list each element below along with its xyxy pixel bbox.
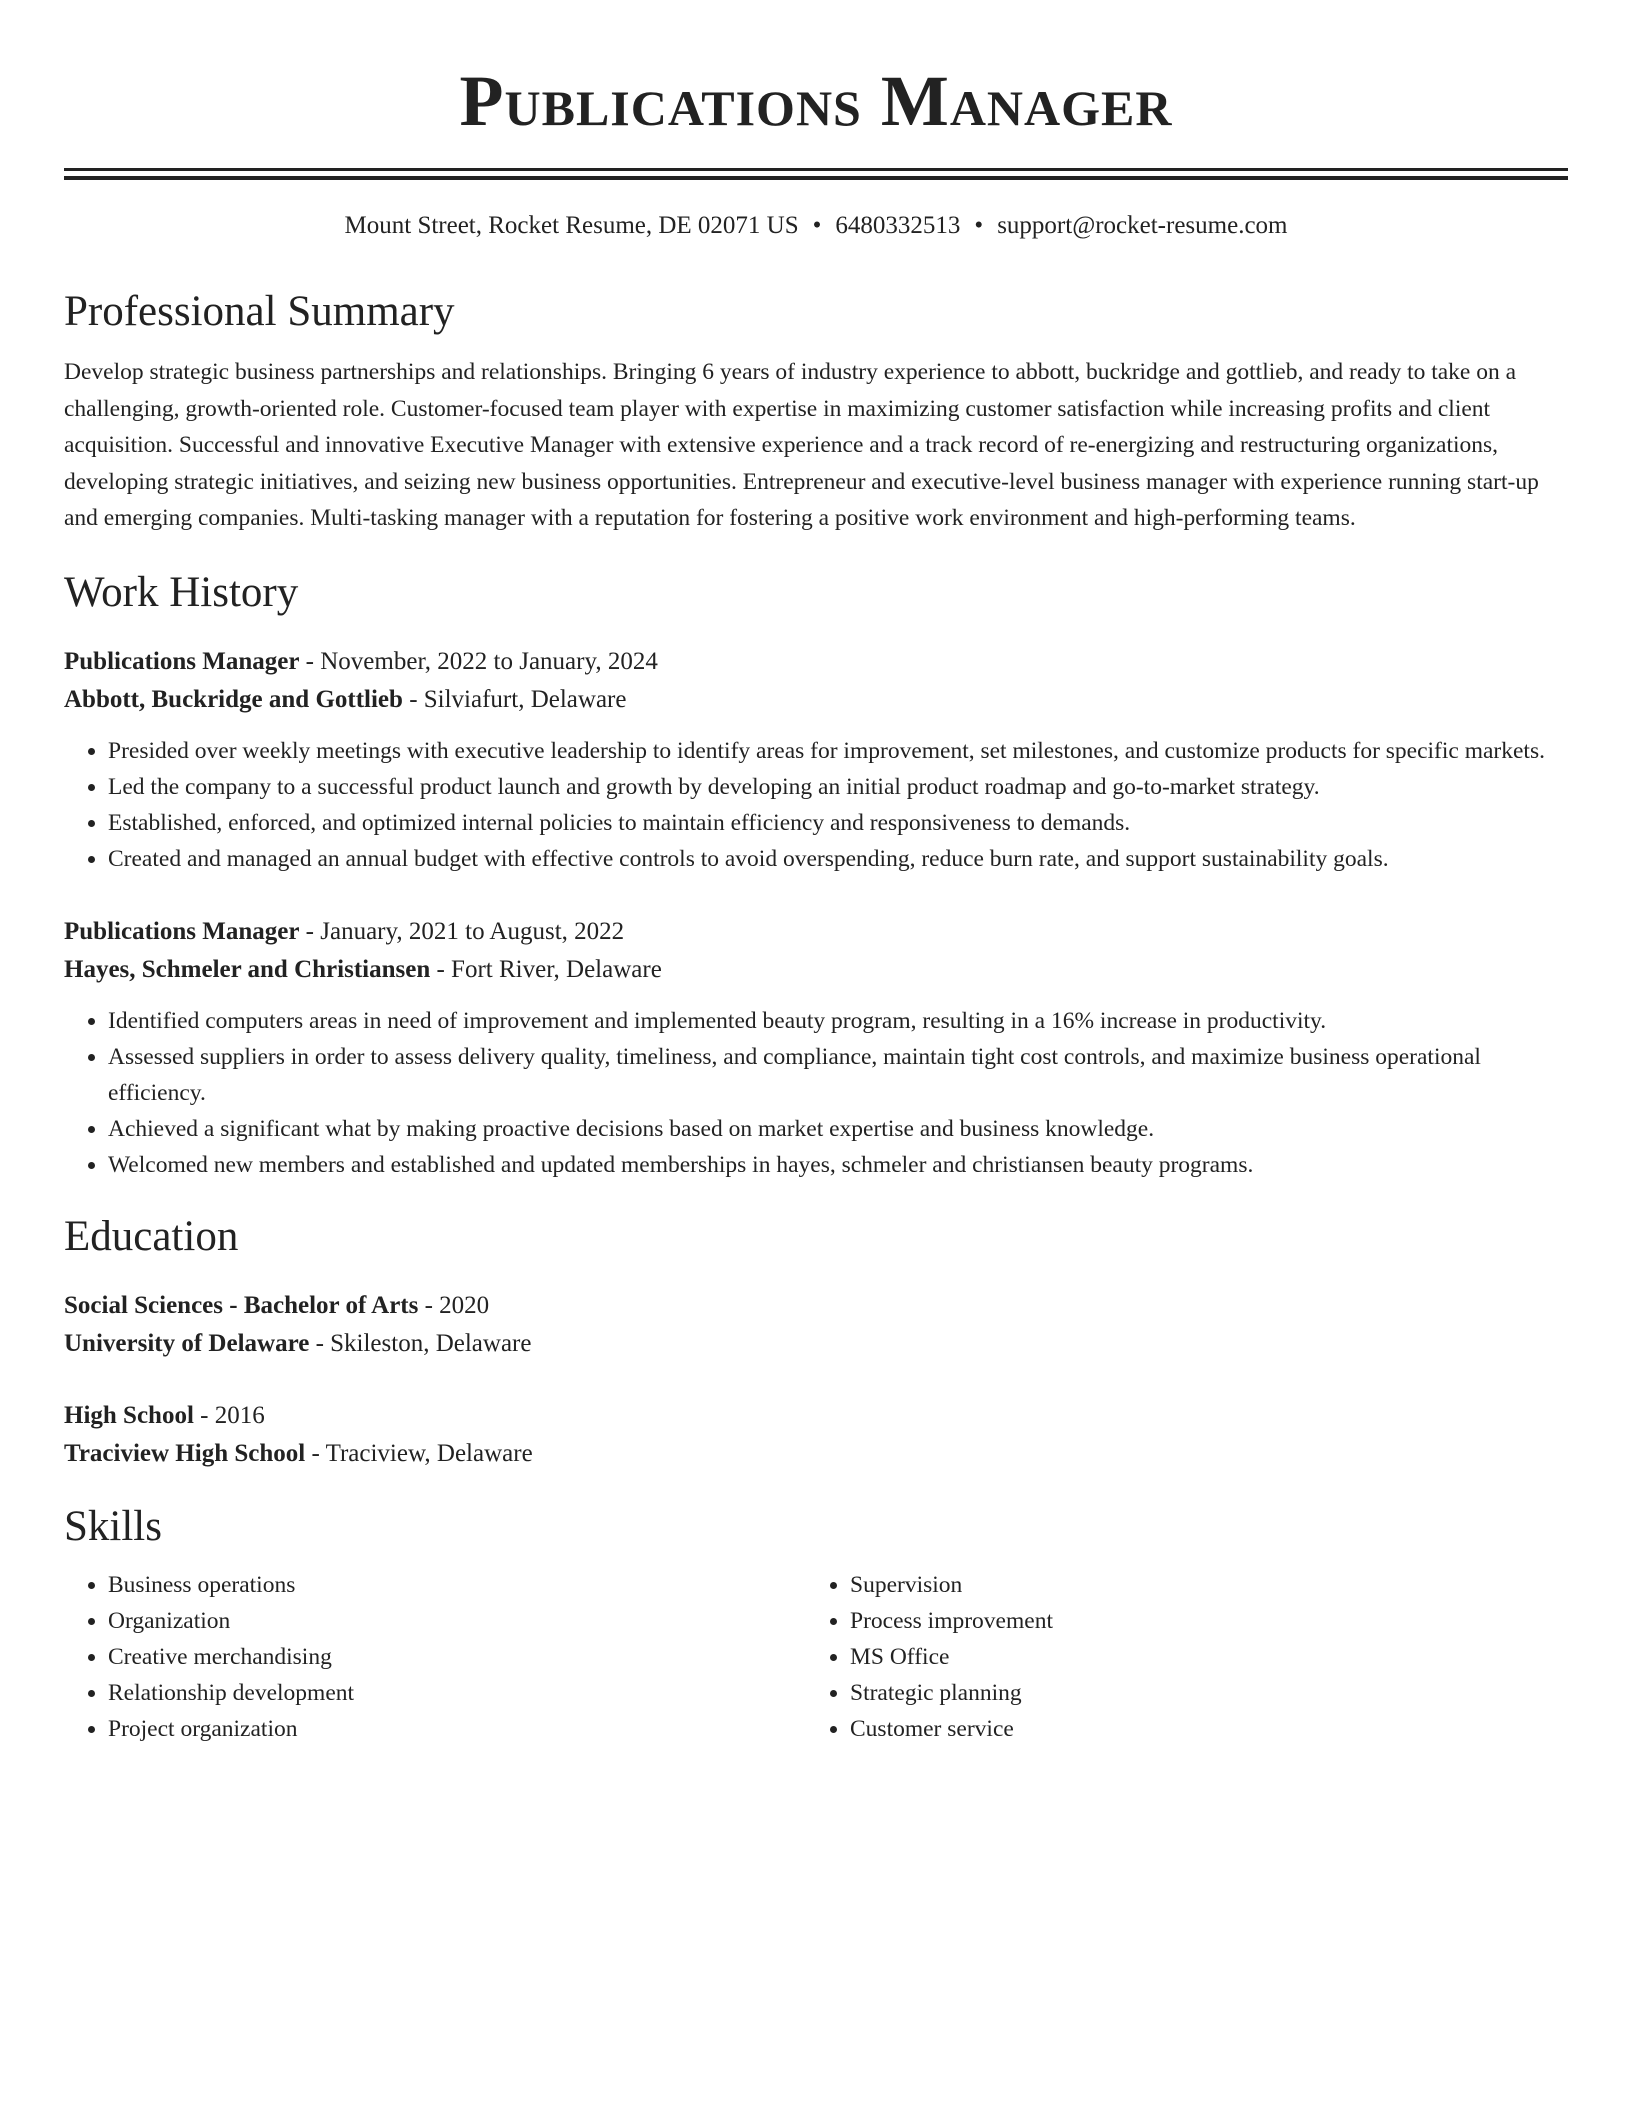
education-school-line [64,1435,1568,1473]
list-item: • Relationship development [108,1675,806,1711]
job-title-line [64,913,1568,951]
job-bullets [64,733,1568,877]
job-location: - Fort River, Delaware [430,955,662,983]
work-history-heading: Work History [64,568,299,616]
contact-separator: • [974,212,984,239]
job-entry [64,913,1568,1183]
summary-text: Develop strategic business partnerships and relationships. Bringing 6 years of industry experience to abbott, buckridge and gottlieb, and ready to take on a challenging, growth-oriented role. Customer-focused team player with expertise in maximizing customer satisfaction while increasing profits and client acquisition. Successful and innovative Executive Manager with extensive experience and a track record of re-energizing and restructuring organizations, developing strategic initiatives, and seizing new business opportunities. Entrepreneur and executive-level business manager with experience running start-up and emerging companies. Multi-tasking manager with a reputation for fostering a positive work environment and high-performing teams. [64,359,1539,531]
list-item: • Welcomed new members and established and updated memberships in hayes, schmeler and christiansen beauty programs. [108,1147,1568,1183]
list-item: • Organization [108,1603,806,1639]
education-location: - Traciview, Delaware [305,1439,533,1467]
job-title-line [64,643,1568,681]
education-school: Traciview High School [64,1439,306,1467]
contact-phone: 6480332513 [835,212,961,239]
education-degree: Social Sciences - Bachelor of Arts [64,1291,419,1319]
skills-list-right [806,1567,1566,1747]
list-item: • Project organization [108,1711,806,1747]
list-item: • Presided over weekly meetings with executive leadership to identify areas for improvement, set milestones, and customize products for specific markets. [108,733,1568,769]
list-item: • Identified computers areas in need of improvement and implemented beauty program, resulting in a 16% increase in productivity. [108,1003,1568,1039]
education-year: - 2016 [193,1401,265,1429]
job-company-line [64,951,1568,989]
education-degree-line [64,1287,1568,1325]
list-item: • Creative merchandising [108,1639,806,1675]
job-dates: - January, 2021 to August, 2022 [299,917,625,945]
job-company-line [64,681,1568,719]
job-company: Abbott, Buckridge and Gottlieb [64,685,403,713]
education-school-line [64,1325,1568,1363]
job-location: - Silviafurt, Delaware [402,685,627,713]
summary-heading: Professional Summary [64,288,455,335]
header-rule-bottom [64,176,1568,180]
resume-name: Publications Manager [459,61,1173,141]
education-degree-line [64,1397,1568,1435]
education-heading: Education [64,1212,239,1260]
list-item: • Process improvement [850,1603,1566,1639]
education-year: - 2020 [418,1291,490,1319]
education-location: - Skileston, Delaware [309,1329,532,1357]
job-role: Publications Manager [64,647,300,675]
skills-list-left [64,1567,806,1747]
contact-email: support@rocket-resume.com [997,212,1288,239]
list-item: • Created and managed an annual budget with effective controls to avoid overspending, reduce burn rate, and support sustainability goals. [108,841,1568,877]
job-dates: - November, 2022 to January, 2024 [299,647,658,675]
list-item: • Customer service [850,1711,1566,1747]
list-item: • Supervision [850,1567,1566,1603]
job-company: Hayes, Schmeler and Christiansen [64,955,431,983]
education-degree: High School [64,1401,194,1429]
education-entry [64,1287,1568,1363]
contact-address: Mount Street, Rocket Resume, DE 02071 US [344,212,799,239]
education-entry [64,1397,1568,1473]
list-item: • Business operations [108,1567,806,1603]
skills-columns [64,1567,1568,1747]
contact-line [64,208,1568,244]
list-item: • Established, enforced, and optimized internal policies to maintain efficiency and responsiveness to demands. [108,805,1568,841]
list-item: • Led the company to a successful product launch and growth by developing an initial product roadmap and go-to-market strategy. [108,769,1568,805]
list-item: • Strategic planning [850,1675,1566,1711]
list-item: • Assessed suppliers in order to assess delivery quality, timeliness, and compliance, maintain tight cost controls, and maximize business operational efficiency. [108,1039,1568,1111]
education-school: University of Delaware [64,1329,310,1357]
job-entry [64,643,1568,877]
job-role: Publications Manager [64,917,300,945]
skills-heading: Skills [64,1502,162,1550]
list-item: • MS Office [850,1639,1566,1675]
header-rule-top [64,168,1568,171]
contact-separator: • [812,212,822,239]
list-item: • Achieved a significant what by making proactive decisions based on market expertise and business knowledge. [108,1111,1568,1147]
job-bullets [64,1003,1568,1183]
